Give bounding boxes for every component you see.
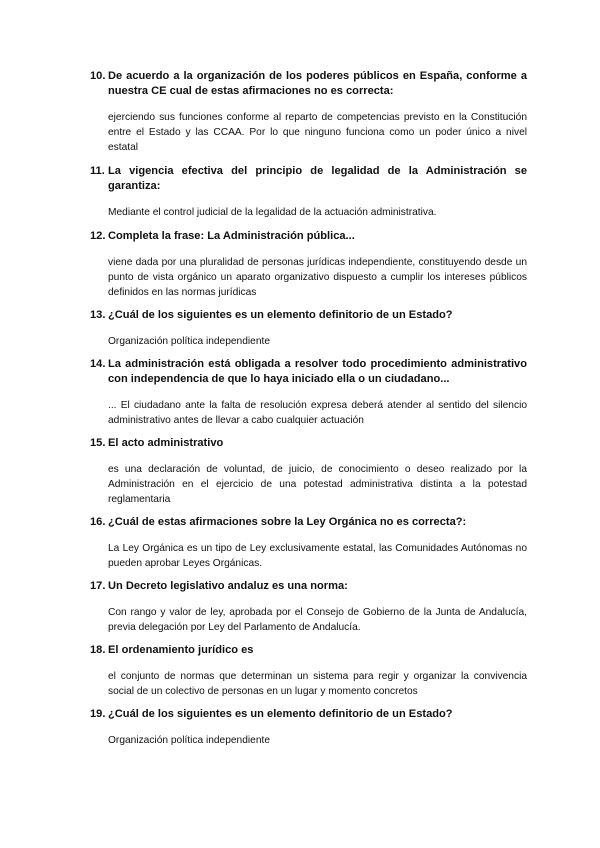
- question-text: 19. ¿Cuál de los siguientes es un elemento definitorio de un Estado?: [90, 708, 453, 720]
- answer-text: el conjunto de normas que determinan un sistema para regir y organizar la convivencia social de un colectivo de personas en un lugar y momento concretos: [108, 671, 527, 697]
- question-number: 15.: [90, 437, 106, 449]
- answer-text: Organización política independiente: [108, 336, 270, 347]
- question-number: 18.: [90, 644, 106, 656]
- question-number: 10.: [90, 70, 106, 82]
- answer-text: La Ley Orgánica es un tipo de Ley exclusivamente estatal, las Comunidades Autónomas no pueden aprobar Leyes Orgánicas.: [108, 543, 527, 569]
- question-number: 19.: [90, 708, 106, 720]
- question-number: 12.: [90, 230, 106, 242]
- answer-text: es una declaración de voluntad, de juicio, de conocimiento o deseo realizado por la Administración en el ejercicio de una potestad administrativa distinta a la potestad reglamentaria: [108, 464, 527, 505]
- answer-text: ... El ciudadano ante la falta de resolución expresa deberá atender al sentido del silencio administrativo antes de llevar a cabo cualquier actuación: [108, 400, 527, 426]
- question-number: 14.: [90, 358, 106, 370]
- question-text: 15. El acto administrativo: [90, 437, 224, 449]
- question-block: [90, 308, 527, 349]
- answer-text: viene dada por una pluralidad de personas jurídicas independiente, constituyendo desde un punto de vista orgánico un aparato organizativo dispuesto a cumplir los intereses públicos definidos en las normas jurídicas: [108, 257, 527, 298]
- question-text: 12. Completa la frase: La Administración pública...: [90, 230, 355, 242]
- answer-text: ejerciendo sus funciones conforme al reparto de competencias previsto en la Constitución entre el Estado y las CCAA. Por lo que ninguno funciona como un poder único a nivel estatal: [108, 112, 527, 153]
- question-block: [90, 436, 527, 507]
- question-block: [90, 229, 527, 300]
- answer-text: Mediante el control judicial de la legalidad de la actuación administrativa.: [108, 207, 437, 218]
- question-text: 16. ¿Cuál de estas afirmaciones sobre la Ley Orgánica no es correcta?:: [90, 516, 467, 528]
- question-block: [90, 643, 527, 699]
- question-text: 17. Un Decreto legislativo andaluz es una norma:: [90, 580, 348, 592]
- question-block: [90, 164, 527, 220]
- question-block: [90, 515, 527, 571]
- question-number: 17.: [90, 580, 106, 592]
- question-number: 13.: [90, 309, 106, 321]
- answer-text: Organización política independiente: [108, 735, 270, 746]
- question-block: [90, 69, 527, 155]
- question-block: [90, 707, 527, 748]
- question-number: 11.: [90, 165, 105, 177]
- question-text: 18. El ordenamiento jurídico es: [90, 644, 254, 656]
- question-block: [90, 579, 527, 635]
- question-text: 14. La administración está obligada a resolver todo procedimiento administrativo con independencia de que lo haya iniciado ella o un ciudadano...: [90, 358, 527, 385]
- question-text: 13. ¿Cuál de los siguientes es un elemento definitorio de un Estado?: [90, 309, 453, 321]
- question-text: 11. La vigencia efectiva del principio de legalidad de la Administración se garantiza:: [90, 165, 527, 192]
- answer-text: Con rango y valor de ley, aprobada por el Consejo de Gobierno de la Junta de Andalucía, previa delegación por Ley del Parlamento de Andalucía.: [108, 607, 527, 633]
- question-number: 16.: [90, 516, 106, 528]
- question-text: 10. De acuerdo a la organización de los poderes públicos en España, conforme a nuestra CE cual de estas afirmaciones no es correcta:: [90, 70, 527, 97]
- question-block: [90, 357, 527, 428]
